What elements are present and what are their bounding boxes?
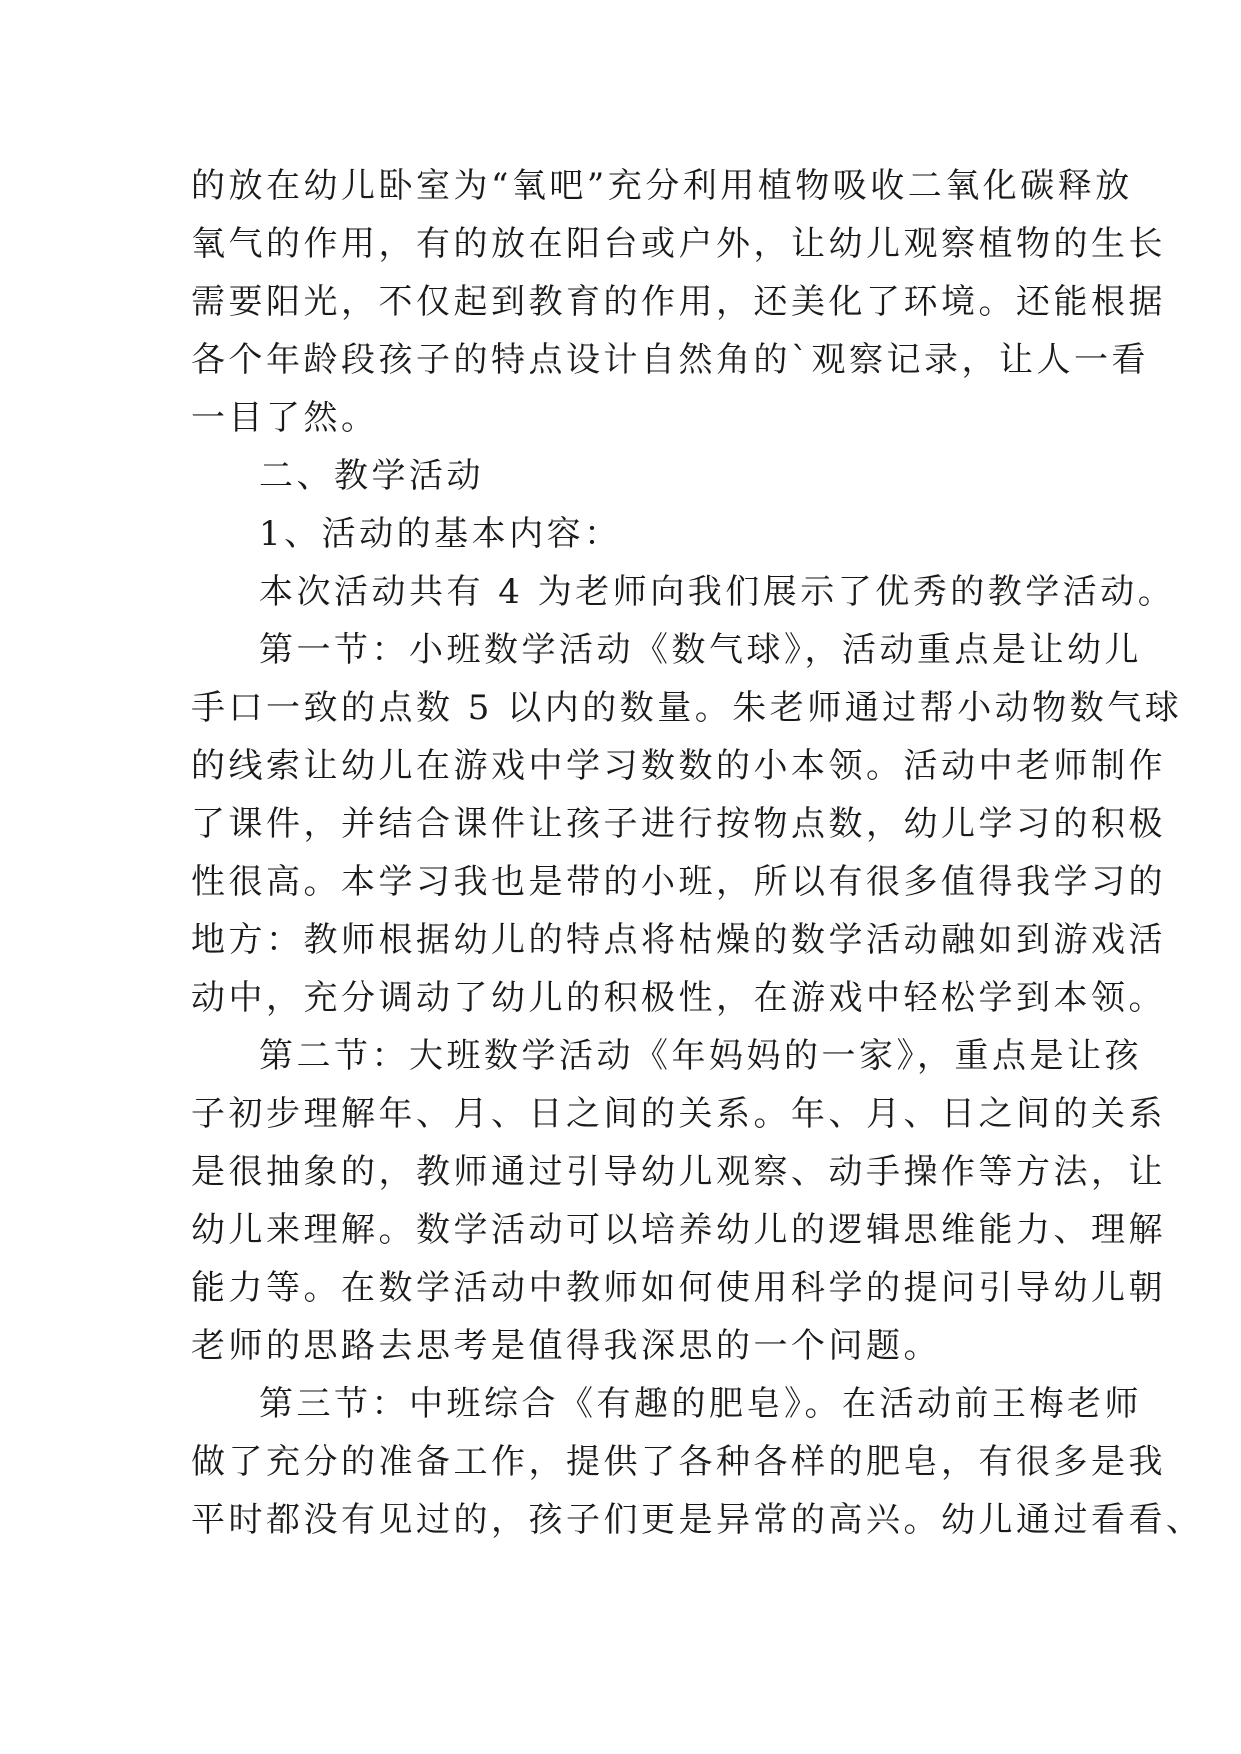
- text-line: 一目了然。: [191, 398, 379, 438]
- text-line: 二、教学活动: [259, 456, 484, 496]
- text-line: 了课件，并结合课件让孩子进行按物点数，幼儿学习的积极: [191, 804, 1166, 844]
- text-line: 的放在幼儿卧室为“氧吧”充分利用植物吸收二氧化碳释放: [191, 166, 1133, 206]
- text-line: 本次活动共有 4 为老师向我们展示了优秀的教学活动。: [259, 572, 1176, 612]
- text-line: 的线索让幼儿在游戏中学习数数的小本领。活动中老师制作: [191, 746, 1166, 786]
- text-line: 需要阳光，不仅起到教育的作用，还美化了环境。还能根据: [191, 282, 1166, 322]
- text-line: 氧气的作用，有的放在阳台或户外，让幼儿观察植物的生长: [191, 224, 1166, 264]
- text-line: 1、活动的基本内容：: [259, 514, 622, 554]
- text-line: 平时都没有见过的，孩子们更是异常的高兴。幼儿通过看看、: [191, 1500, 1204, 1540]
- text-line: 子初步理解年、月、日之间的关系。年、月、日之间的关系: [191, 1094, 1166, 1134]
- document-body: [191, 157, 1204, 1549]
- text-line: 能力等。在数学活动中教师如何使用科学的提问引导幼儿朝: [191, 1268, 1166, 1308]
- text-line: 动中，充分调动了幼儿的积极性，在游戏中轻松学到本领。: [191, 978, 1166, 1018]
- text-line: 做了充分的准备工作，提供了各种各样的肥皂，有很多是我: [191, 1442, 1166, 1482]
- text-line: 是很抽象的，教师通过引导幼儿观察、动手操作等方法，让: [191, 1152, 1166, 1192]
- text-line: 老师的思路去思考是值得我深思的一个问题。: [191, 1326, 941, 1366]
- text-line: 第三节：中班综合《有趣的肥皂》。在活动前王梅老师: [259, 1384, 1142, 1424]
- text-line: 第二节：大班数学活动《年妈妈的一家》，重点是让孩: [259, 1036, 1142, 1076]
- text-line: 幼儿来理解。数学活动可以培养幼儿的逻辑思维能力、理解: [191, 1210, 1166, 1250]
- text-line: 性很高。本学习我也是带的小班，所以有很多值得我学习的: [191, 862, 1166, 902]
- text-line: 第一节：小班数学活动《数气球》，活动重点是让幼儿: [259, 630, 1142, 670]
- text-line: 手口一致的点数 5 以内的数量。朱老师通过帮小动物数气球: [191, 688, 1183, 728]
- text-line: 各个年龄段孩子的特点设计自然角的`观察记录，让人一看: [191, 340, 1149, 380]
- text-line: 地方：教师根据幼儿的特点将枯燥的数学活动融如到游戏活: [191, 920, 1166, 960]
